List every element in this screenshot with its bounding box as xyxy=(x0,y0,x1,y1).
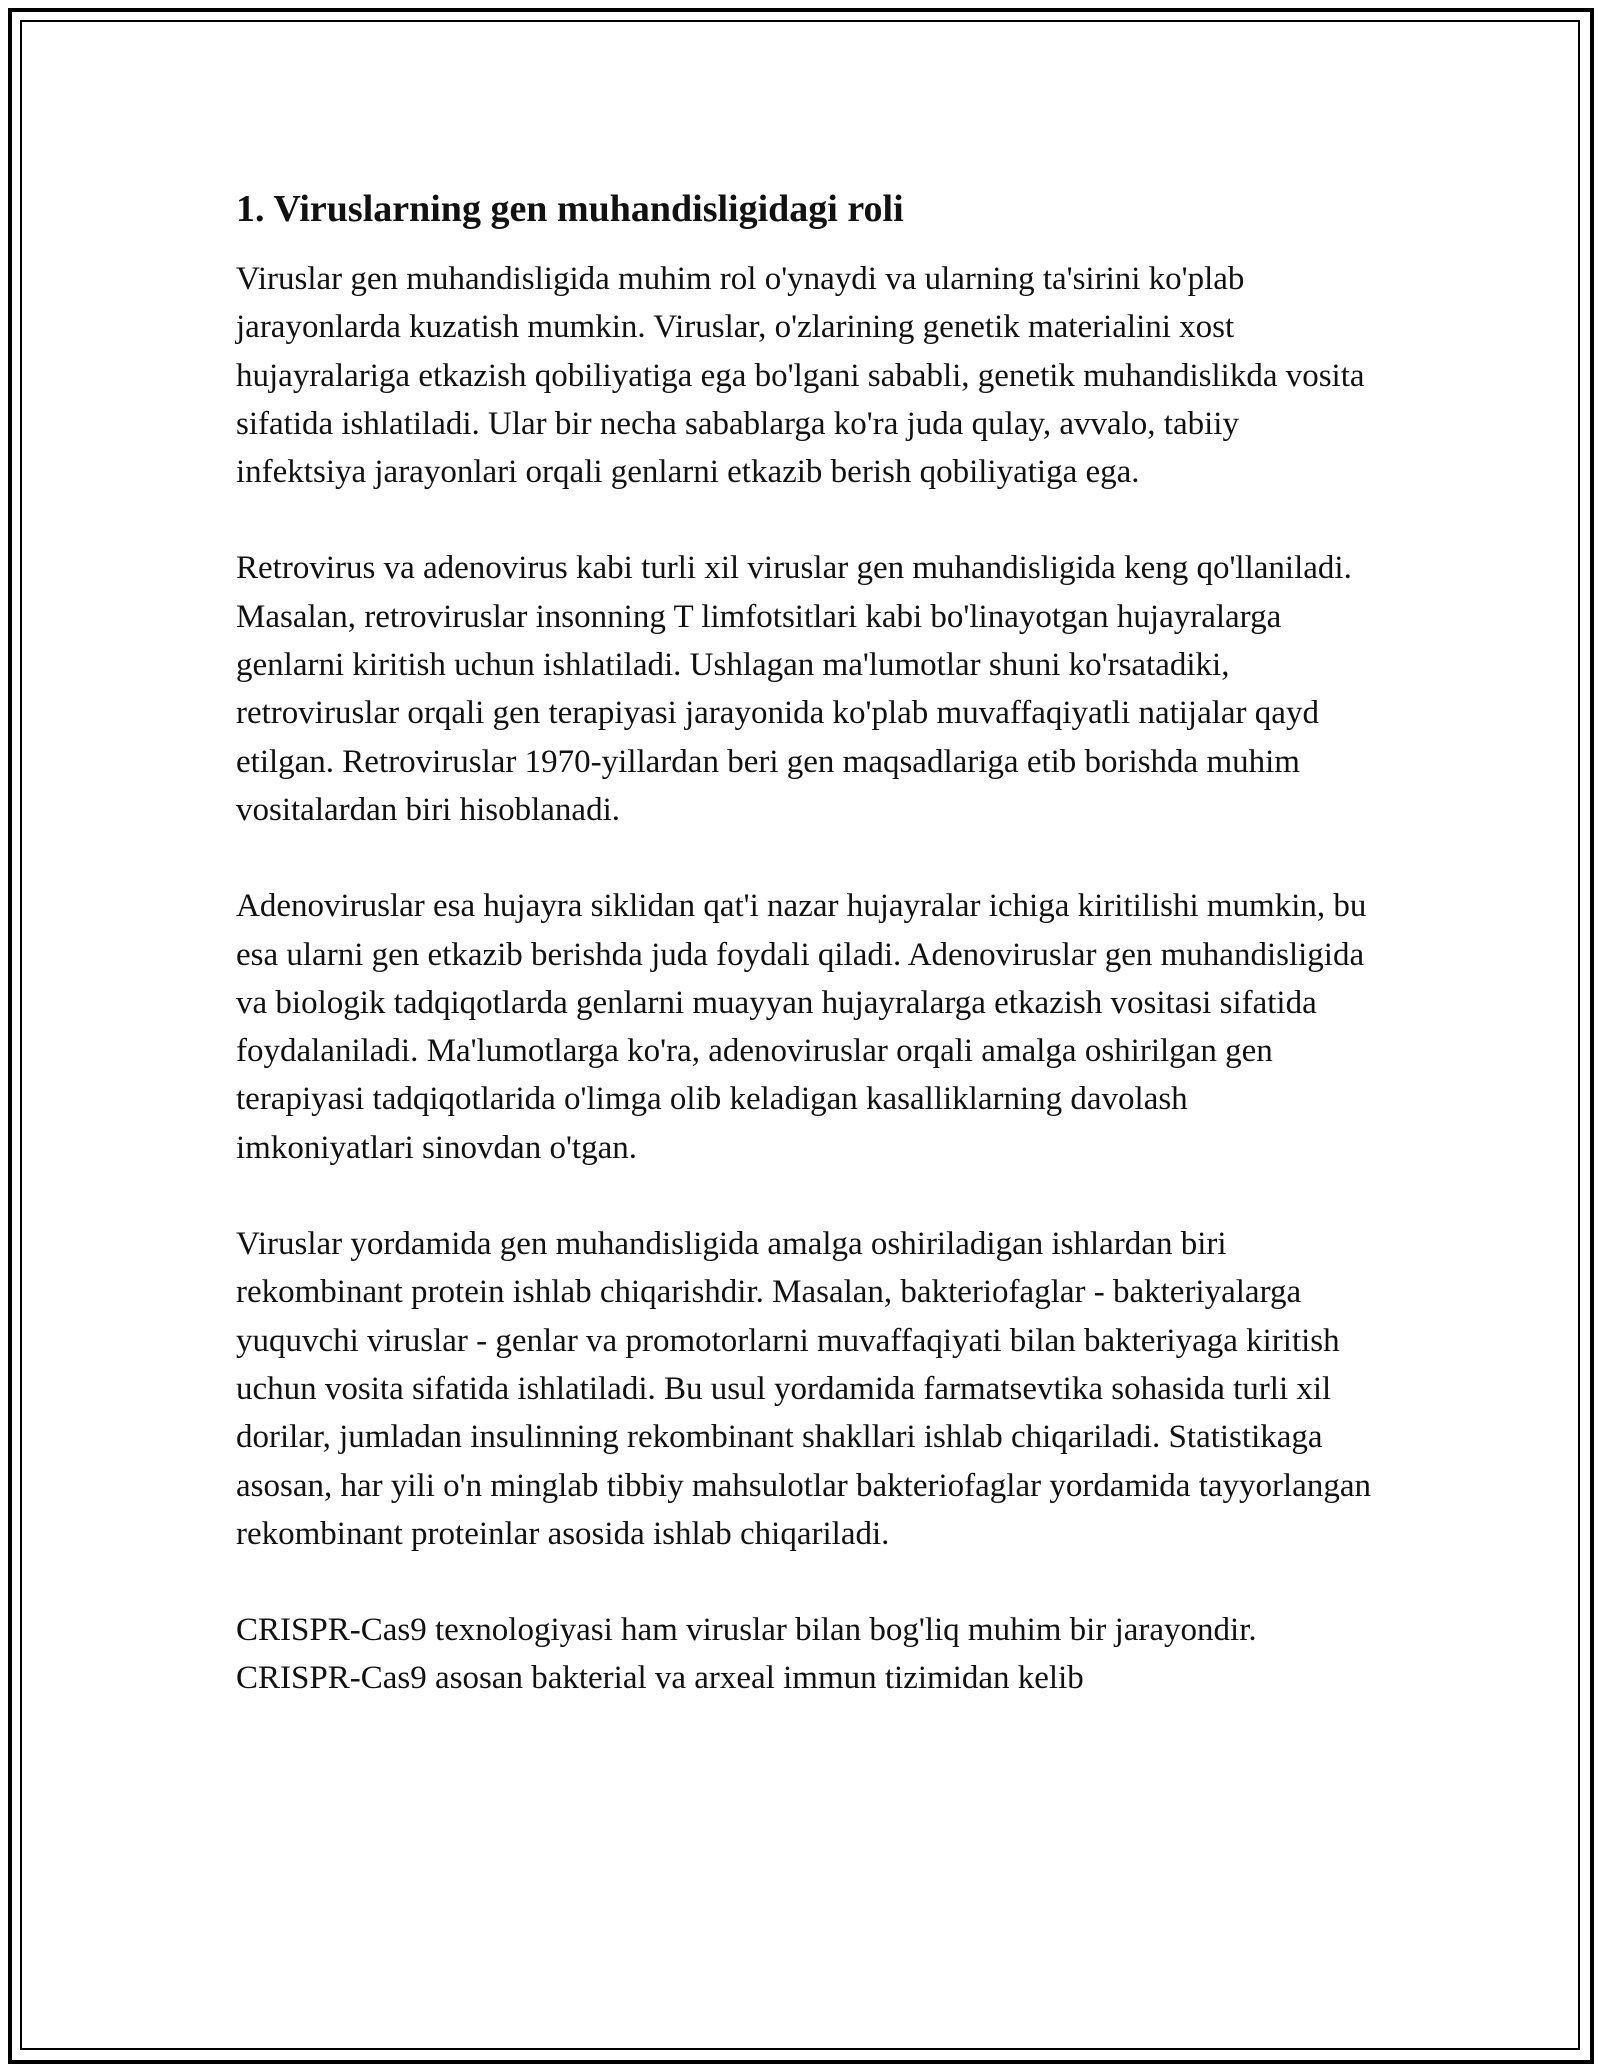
section-heading: 1. Viruslarning gen muhandisligidagi roli xyxy=(236,188,904,230)
document-body xyxy=(236,185,1371,1751)
paragraph-3: Adenoviruslar esa hujayra siklidan qat'i nazar hujayralar ichiga kiritilishi mumkin, bu esa ularni gen etkazib berishda juda foydali qiladi. Adenoviruslar gen muhandisligida va biologik tadqiqotlarda genlarni muayyan hujayralarga etkazish vositasi sifatida foydalaniladi. Ma'lumotlarga ko'ra, adenoviruslar orqali amalga oshirilgan gen terapiyasi tadqiqotlarida o'limga olib keladigan kasalliklarning davolash imkoniyatlari sinovdan o'tgan. xyxy=(236,888,1367,1166)
paragraph-4: Viruslar yordamida gen muhandisligida amalga oshiriladigan ishlardan biri rekombinant protein ishlab chiqarishdir. Masalan, bakteriofaglar - bakteriyalarga yuquvchi viruslar - genlar va promotorlarni muvaffaqiyati bilan bakteriyaga kiritish uchun vosita sifatida ishlatiladi. Bu usul yordamida farmatsevtika sohasida turli xil dorilar, jumladan insulinning rekombinant shakllari ishlab chiqariladi. Statistikaga asosan, har yili o'n minglab tibbiy mahsulotlar bakteriofaglar yordamida tayyorlangan rekombinant proteinlar asosida ishlab chiqariladi. xyxy=(236,1226,1371,1552)
paragraph-2: Retrovirus va adenovirus kabi turli xil viruslar gen muhandisligida keng qo'llaniladi. Masalan, retroviruslar insonning T limfotsitlari kabi bo'linayotgan hujayralarga genlarni kiritish uchun ishlatiladi. Ushlagan ma'lumotlar shuni ko'rsatadiki, retroviruslar orqali gen terapiyasi jarayonida ko'plab muvaffaqiyatli natijalar qayd etilgan. Retroviruslar 1970-yillardan beri gen maqsadlariga etib borishda muhim vositalardan biri hisoblanadi. xyxy=(236,550,1352,828)
paragraph-1: Viruslar gen muhandisligida muhim rol o'ynaydi va ularning ta'sirini ko'plab jarayonlarda kuzatish mumkin. Viruslar, o'zlarining genetik materialini xost hujayralariga etkazish qobiliyatiga ega bo'lgani sababli, genetik muhandislikda vosita sifatida ishlatiladi. Ular bir necha sabablarga ko'ra juda qulay, avvalo, tabiiy infektsiya jarayonlari orqali genlarni etkazib berish qobiliyatiga ega. xyxy=(236,261,1365,491)
paragraph-5: CRISPR-Cas9 texnologiyasi ham viruslar bilan bog'liq muhim bir jarayondir. CRISPR-Cas9 asosan bakterial va arxeal immun tizimidan kelib xyxy=(236,1612,1257,1697)
